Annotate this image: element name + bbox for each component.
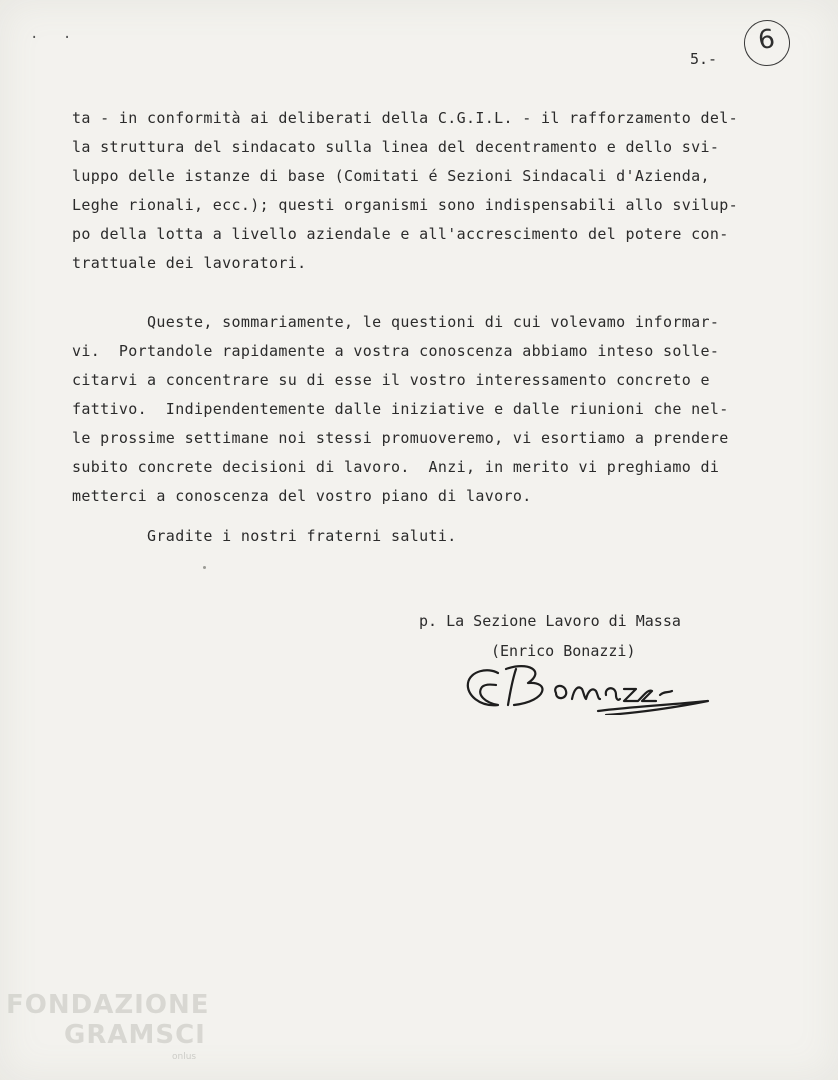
paragraph-2-line: subito concrete decisioni di lavoro. Anzi, in merito vi preghiamo di (72, 458, 720, 476)
paper-speck (203, 566, 206, 569)
watermark-line-1: FONDAZIONE (6, 990, 210, 1020)
watermark-line-2: GRAMSCI (64, 1020, 206, 1050)
watermark-small-text: onlus (172, 1052, 197, 1062)
paragraph-1-line: luppo delle istanze di base (Comitati é Sezioni Sindacali d'Azienda, (72, 167, 710, 185)
paragraph-1-line: trattuale dei lavoratori. (72, 254, 307, 272)
paragraph-1-line: po della lotta a livello aziendale e all'accrescimento del potere con- (72, 225, 729, 243)
fondazione-gramsci-watermark (6, 990, 209, 1050)
signature-on-behalf: p. La Sezione Lavoro di Massa (419, 612, 681, 630)
paragraph-1-line: la struttura del sindacato sulla linea del decentramento e dello svi- (72, 138, 720, 156)
paragraph-1-line: ta - in conformità ai deliberati della C.G.I.L. - il rafforzamento del- (72, 109, 739, 127)
paragraph-1-line: Leghe rionali, ecc.); questi organismi sono indispensabili allo svilup- (72, 196, 739, 214)
corner-marks: . . (30, 26, 80, 42)
archive-number: 6 (756, 24, 777, 57)
archive-number-stamp (741, 17, 793, 69)
signer-name: (Enrico Bonazzi) (491, 642, 636, 660)
paragraph-2-line: fattivo. Indipendentemente dalle iniziative e dalle riunioni che nel- (72, 400, 729, 418)
handwritten-signature (458, 655, 718, 715)
paragraph-2-line: metterci a conoscenza del vostro piano di lavoro. (72, 487, 532, 505)
paragraph-2-line: citarvi a concentrare su di esse il vostro interessamento concreto e (72, 371, 710, 389)
closing-salutation: Gradite i nostri fraterni saluti. (72, 527, 457, 545)
paragraph-2-line: vi. Portandole rapidamente a vostra conoscenza abbiamo inteso solle- (72, 342, 720, 360)
page-number: 5.- (690, 50, 718, 68)
paragraph-2-line: le prossime settimane noi stessi promuoveremo, vi esortiamo a prendere (72, 429, 729, 447)
paragraph-2-line: Queste, sommariamente, le questioni di cui volevamo informar- (72, 313, 720, 331)
